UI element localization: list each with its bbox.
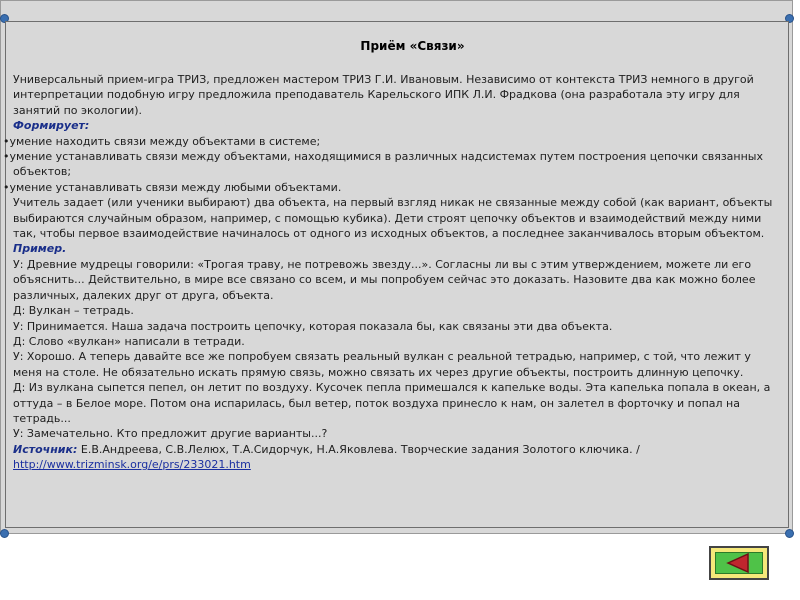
bullet-item: •умение находить связи между объектами в системе; xyxy=(3,134,321,148)
slide-body xyxy=(3,72,783,473)
forms-heading: Формирует: xyxy=(13,119,90,133)
corner-dot-bottom-left xyxy=(0,529,9,538)
slide-title: Приём «Связи» xyxy=(360,39,465,53)
intro-paragraph: Универсальный прием-игра ТРИЗ, предложен мастером ТРИЗ Г.И. Ивановым. Независимо от контекста ТРИЗ немного в другой интерпретации подобную игру предложила преподаватель Карельского ИПК Л.И. Фрадкова (она разработала эту игру для занятий по экологии). xyxy=(13,73,754,117)
bullet-text: умение устанавливать связи между любыми объектами. xyxy=(9,180,342,194)
dialogue-line: У: Древние мудрецы говорили: «Трогая траву, не потревожь звезду...». Согласны ли вы с этим утверждением, можете ли его объяснить... Действительно, в мире все связано со всем, и мы попробуем сейчас это доказать. Назовите два как можно более различных, далеких друг от друга, объекта. xyxy=(13,257,756,302)
source-heading: Источник: xyxy=(13,442,78,456)
triangle-left-icon xyxy=(711,548,767,578)
dialogue-line: Д: Из вулкана сыпется пепел, он летит по воздуху. Кусочек пепла примешался к капельке воды. Эта капелька попала в океан, а оттуда – в Белое море. Потом она испарилась, был ветер, поток воздуха принесло к нам, он залетел в форточку и попал на тетрадь... xyxy=(13,381,771,425)
bullet-text: умение находить связи между объектами в системе; xyxy=(9,134,321,148)
dialogue-line: У: Замечательно. Кто предложит другие варианты...? xyxy=(13,427,328,441)
back-button[interactable] xyxy=(709,546,769,580)
dialogue-line: Д: Вулкан – тетрадь. xyxy=(13,304,134,318)
bullet-item: •умение устанавливать связи между любыми объектами. xyxy=(3,180,342,194)
source-link[interactable]: http://www.trizminsk.org/e/prs/233021.htm xyxy=(13,458,251,472)
dialogue-line: У: Хорошо. А теперь давайте все же попробуем связать реальный вулкан с реальной тетрадью, например, с той, что лежит у меня на столе. Не обязательно искать прямую связь, можно связать их через другие объекты, построить длинную цепочку. xyxy=(13,350,751,379)
source-text: Е.В.Андреева, С.В.Лелюх, Т.А.Сидорчук, Н.А.Яковлева. Творческие задания Золотого ключика. / xyxy=(77,442,640,456)
bullet-item: •умение устанавливать связи между объектами, находящимися в различных надсистемах путем построения цепочки связанных объектов; xyxy=(3,150,764,179)
dialogue-line: У: Принимается. Наша задача построить цепочку, которая показала бы, как связаны эти два объекта. xyxy=(13,319,613,333)
bullet-text: умение устанавливать связи между объектами, находящимися в различных надсистемах путем построения цепочки связанных объектов; xyxy=(9,150,764,179)
source-line xyxy=(13,442,783,473)
dialogue-line: Д: Слово «вулкан» написали в тетради. xyxy=(13,334,245,348)
example-heading: Пример. xyxy=(13,242,67,256)
corner-dot-bottom-right xyxy=(785,529,794,538)
teacher-paragraph: Учитель задает (или ученики выбирают) два объекта, на первый взгляд никак не связанные между собой (как вариант, объекты выбираются случайным образом, например, с помощью кубика). Дети строят цепочку объектов и взаимодействий между ними так, чтобы первое взаимодействие начиналось от одного из исходных объектов, а последнее заканчивалось вторым объектом. xyxy=(13,196,773,241)
